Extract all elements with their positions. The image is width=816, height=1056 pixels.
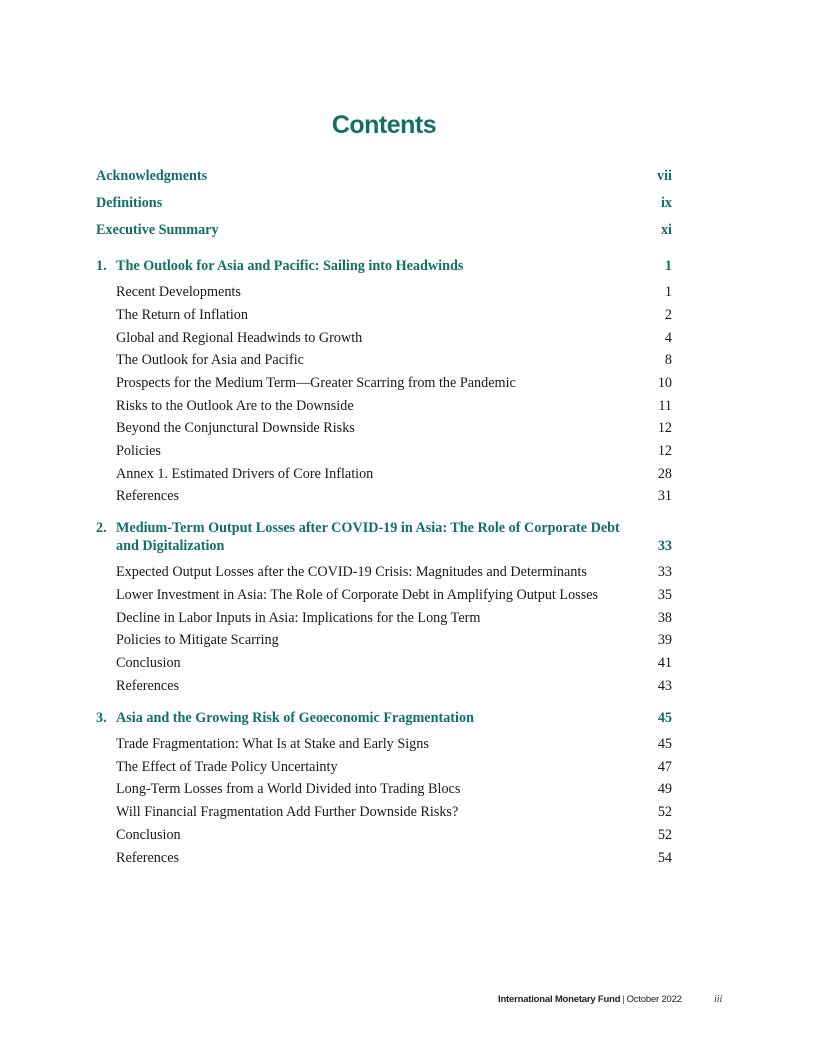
toc-section-label: Decline in Labor Inputs in Asia: Implications for the Long Term xyxy=(116,610,481,626)
toc-section-page: 1 xyxy=(664,284,672,300)
toc-section-page: 43 xyxy=(657,678,672,694)
toc-section-label: Global and Regional Headwinds to Growth xyxy=(116,330,363,346)
toc-section-page: 47 xyxy=(657,759,672,775)
footer-separator: | xyxy=(622,994,625,1005)
toc-section-page: 39 xyxy=(657,632,672,648)
toc-entry-label: Acknowledgments xyxy=(96,168,208,184)
toc-section-label: Recent Developments xyxy=(116,284,241,300)
chapter-number: 1. xyxy=(96,258,107,274)
toc-entry-page: xi xyxy=(660,222,672,238)
toc-section-label: Policies xyxy=(116,443,161,459)
toc-section-page: 11 xyxy=(658,398,672,414)
chapter-page: 1 xyxy=(664,258,672,274)
toc-section-label: The Effect of Trade Policy Uncertainty xyxy=(116,759,338,775)
chapter-title: The Outlook for Asia and Pacific: Sailing into Headwinds xyxy=(116,258,464,274)
chapter-title-line-2: and Digitalization xyxy=(116,538,225,554)
toc-section-label: Will Financial Fragmentation Add Further Downside Risks? xyxy=(116,804,459,820)
toc-entry-page: vii xyxy=(657,168,672,184)
toc-section-label: The Outlook for Asia and Pacific xyxy=(116,352,304,368)
toc-section-page: 45 xyxy=(657,736,672,752)
toc-section-page: 49 xyxy=(657,781,672,797)
toc-section-label: The Return of Inflation xyxy=(116,307,248,323)
page-footer xyxy=(498,994,682,1005)
toc-section-page: 54 xyxy=(657,850,672,866)
chapter-page: 33 xyxy=(657,538,672,554)
chapter-title-line-1: Medium-Term Output Losses after COVID-19 in Asia: The Role of Corporate Debt xyxy=(116,520,620,536)
toc-section-label: Prospects for the Medium Term—Greater Scarring from the Pandemic xyxy=(116,375,516,391)
toc-section-label: Lower Investment in Asia: The Role of Corporate Debt in Amplifying Output Losses xyxy=(116,587,599,603)
toc-entry-label: Definitions xyxy=(96,195,163,211)
toc-section-page: 38 xyxy=(657,610,672,626)
page-title: Contents xyxy=(331,110,437,139)
chapter-number: 2. xyxy=(96,520,107,536)
toc-section-label: Beyond the Conjunctural Downside Risks xyxy=(116,420,355,436)
toc-section-page: 28 xyxy=(657,466,672,482)
chapter-title: Asia and the Growing Risk of Geoeconomic Fragmentation xyxy=(116,710,474,726)
toc-section-page: 12 xyxy=(657,420,672,436)
toc-section-label: Conclusion xyxy=(116,827,181,843)
footer-date: October 2022 xyxy=(626,994,682,1005)
toc-section-label: Long-Term Losses from a World Divided into Trading Blocs xyxy=(116,781,461,797)
toc-section-label: Annex 1. Estimated Drivers of Core Inflation xyxy=(116,466,374,482)
toc-section-label: Policies to Mitigate Scarring xyxy=(116,632,279,648)
toc-section-label: References xyxy=(116,678,180,694)
toc-section-label: References xyxy=(116,488,180,504)
toc-section-page: 41 xyxy=(657,655,672,671)
toc-section-page: 35 xyxy=(657,587,672,603)
toc-section-page: 52 xyxy=(657,827,672,843)
toc-section-label: Expected Output Losses after the COVID-19 Crisis: Magnitudes and Determinants xyxy=(116,564,587,580)
toc-section-label: Conclusion xyxy=(116,655,181,671)
toc-entry-label: Executive Summary xyxy=(96,222,219,238)
toc-section-label: Risks to the Outlook Are to the Downside xyxy=(116,398,354,414)
footer-organization: International Monetary Fund xyxy=(498,994,621,1005)
toc-section-page: 8 xyxy=(664,352,672,368)
toc-section-page: 12 xyxy=(657,443,672,459)
toc-section-page: 31 xyxy=(657,488,672,504)
page-number: iii xyxy=(714,994,723,1005)
chapter-number: 3. xyxy=(96,710,107,726)
toc-section-label: References xyxy=(116,850,180,866)
toc-section-page: 33 xyxy=(657,564,672,580)
toc-section-label: Trade Fragmentation: What Is at Stake and Early Signs xyxy=(116,736,429,752)
toc-section-page: 52 xyxy=(657,804,672,820)
chapter-page: 45 xyxy=(657,710,672,726)
toc-section-page: 10 xyxy=(657,375,672,391)
toc-entry-page: ix xyxy=(660,195,672,211)
toc-section-page: 4 xyxy=(664,330,672,346)
toc-section-page: 2 xyxy=(664,307,672,323)
